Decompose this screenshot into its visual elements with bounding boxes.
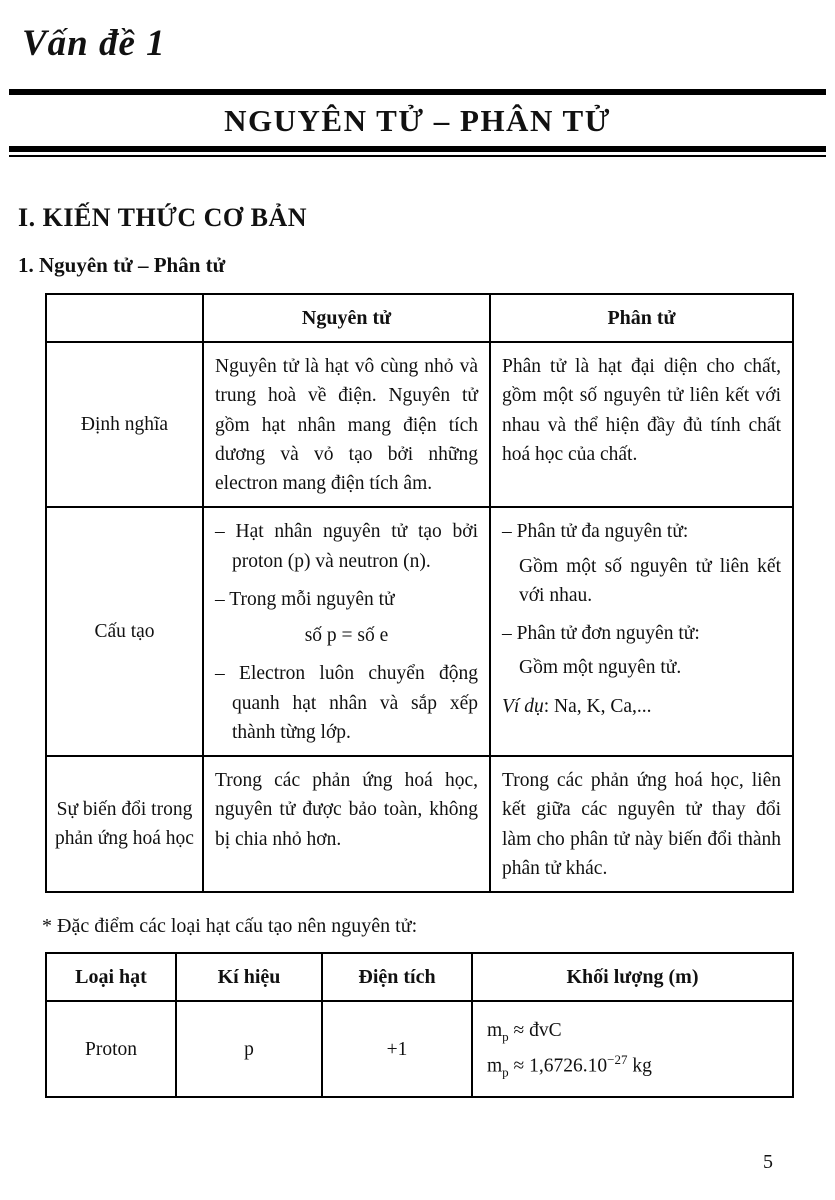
subsection-heading: 1. Nguyên tử – Phân tử (18, 253, 226, 277)
example-label: Ví dụ (502, 695, 544, 717)
structure-molecule-example (502, 692, 781, 721)
structure-molecule-detail: Gồm một nguyên tử. (519, 657, 682, 679)
definition-row (46, 342, 793, 507)
structure-molecule-item: – Phân tử đa nguyên tử: (502, 521, 689, 543)
proton-mass-line2 (487, 1050, 784, 1082)
proton-charge: +1 (322, 1001, 472, 1097)
mass-rest: ≈ 1,6726.10 (508, 1055, 608, 1077)
column-header-mass: Khối lượng (m) (472, 953, 793, 1001)
change-atom-text: Trong các phản ứng hoá học, nguyên tử được bảo toàn, không bị chia nhỏ hơn. (215, 770, 478, 850)
page-number: 5 (763, 1151, 773, 1173)
title-band (9, 89, 826, 157)
column-header-symbol: Kí hiệu (176, 953, 322, 1001)
proton-mass-line1 (487, 1016, 784, 1046)
proton-name: Proton (46, 1001, 176, 1097)
proton-mass-cell (472, 1001, 793, 1097)
structure-molecule-item: – Phân tử đơn nguyên tử: (502, 623, 700, 644)
comparison-header-row (46, 294, 793, 342)
mass-unit: kg (627, 1055, 652, 1077)
page-title: NGUYÊN TỬ – PHÂN TỬ (224, 103, 611, 138)
row-label-structure: Cấu tạo (46, 507, 203, 756)
column-header-atom: Nguyên tử (203, 294, 490, 342)
definition-atom-text: Nguyên tử là hạt vô cùng nhỏ và trung hoà về điện. Nguyên tử gồm hạt nhân mang điện tích dương và vỏ tạo bởi những electron mang điện tích âm. (215, 356, 478, 494)
particles-header-row (46, 953, 793, 1001)
proton-symbol: p (176, 1001, 322, 1097)
particles-table (45, 952, 794, 1098)
mass-rest: ≈ đvC (508, 1020, 562, 1041)
structure-molecule-cell (490, 507, 793, 756)
structure-atom-item: – Trong mỗi nguyên tử (215, 588, 395, 610)
change-molecule-text: Trong các phản ứng hoá học, liên kết giữa các nguyên tử thay đổi làm cho phân tử này biến đổi thành phân tử khác. (502, 770, 781, 879)
mass-subscript: p (502, 1064, 509, 1080)
atom-molecule-comparison-table (45, 293, 794, 893)
structure-atom-formula: số p = số e (304, 625, 389, 646)
structure-molecule-detail: Gồm một số nguyên tử liên kết với nhau. (519, 555, 781, 606)
mass-exponent: −27 (607, 1052, 628, 1068)
change-row (46, 756, 793, 892)
column-header-charge: Điện tích (322, 953, 472, 1001)
definition-molecule-text: Phân tử là hạt đại diện cho chất, gồm một số nguyên tử liên kết với nhau và thể hiện đầy đủ tính chất hoá học của chất. (502, 356, 781, 465)
structure-atom-item: – Hạt nhân nguyên tử tạo bởi proton (p) và neutron (n). (215, 521, 478, 572)
mass-base: m (487, 1020, 503, 1041)
definition-molecule-cell (490, 342, 793, 507)
row-label-definition: Định nghĩa (46, 342, 203, 507)
structure-row (46, 507, 793, 756)
mass-base: m (487, 1055, 503, 1077)
example-text: : Na, K, Ca,... (543, 695, 652, 717)
title-bottom-rule-thick (9, 146, 826, 152)
change-molecule-cell (490, 756, 793, 892)
particles-note: * Đặc điểm các loại hạt cấu tạo nên nguyên tử: (42, 915, 418, 937)
structure-atom-item: – Electron luôn chuyển động quanh hạt nhân và sắp xếp thành từng lớp. (215, 663, 478, 743)
section-heading: I. KIẾN THỨC CƠ BẢN (18, 203, 308, 232)
proton-row (46, 1001, 793, 1097)
structure-atom-cell (203, 507, 490, 756)
chapter-kicker: Vấn đề 1 (22, 23, 166, 64)
column-header-particle-type: Loại hạt (46, 953, 176, 1001)
definition-atom-cell (203, 342, 490, 507)
column-header-molecule: Phân tử (490, 294, 793, 342)
row-label-change: Sự biến đổi trong phản ứng hoá học (46, 756, 203, 892)
title-top-rule (9, 89, 826, 95)
change-atom-cell (203, 756, 490, 892)
corner-cell (46, 294, 203, 342)
title-bottom-rule-thin (9, 155, 826, 157)
mass-subscript: p (502, 1028, 509, 1044)
